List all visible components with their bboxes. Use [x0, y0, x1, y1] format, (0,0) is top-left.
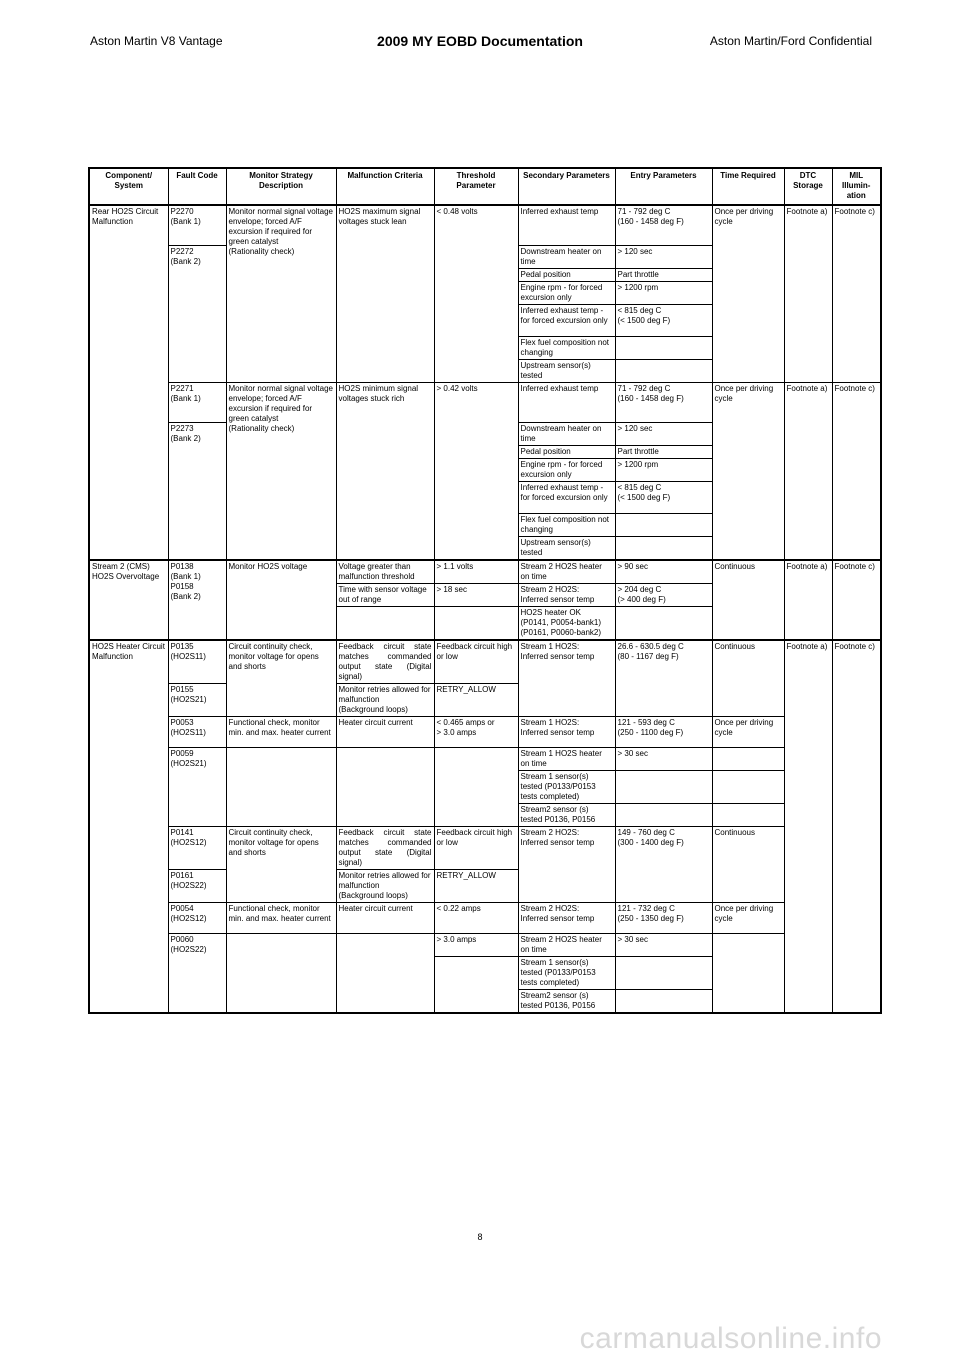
entry-cell: < 815 deg C (< 1500 deg F) — [615, 481, 712, 513]
fault-code-cell: P0141 (HO2S12) — [168, 826, 226, 869]
col-header-mil: MIL Illumin- ation — [832, 168, 881, 205]
entry-cell — [615, 513, 712, 536]
time-cell: Continuous — [712, 640, 784, 717]
secondary-cell: Stream2 sensor (s) tested P0136, P0156 — [518, 803, 615, 826]
table-row — [89, 640, 881, 684]
time-cell: Continuous — [712, 560, 784, 640]
secondary-cell: Pedal position — [518, 268, 615, 281]
table-row — [89, 716, 881, 747]
fault-code-cell: P0135 (HO2S11) — [168, 640, 226, 684]
secondary-cell: Stream 1 sensor(s) tested (P0133/P0153 tests completed) — [518, 770, 615, 803]
fault-code-cell: P0155 (HO2S21) — [168, 683, 226, 716]
time-cell — [712, 933, 784, 1013]
fault-code-cell: P2272 (Bank 2) — [168, 245, 226, 382]
time-cell: Once per driving cycle — [712, 902, 784, 933]
fault-code-cell: P2270 (Bank 1) — [168, 205, 226, 245]
table-row — [89, 382, 881, 422]
col-header-fault-code: Fault Code — [168, 168, 226, 205]
secondary-cell: HO2S heater OK (P0141, P0054-bank1) (P0161, P0060-bank2) — [518, 606, 615, 640]
secondary-cell: Upstream sensor(s) tested — [518, 359, 615, 382]
threshold-cell: < 0.48 volts — [434, 205, 518, 382]
strategy-cell: Circuit continuity check, monitor voltage for opens and shorts — [226, 826, 336, 902]
entry-cell: 71 - 792 deg C (160 - 1458 deg F) — [615, 382, 712, 422]
col-header-time: Time Required — [712, 168, 784, 205]
threshold-cell: < 0.465 amps or > 3.0 amps — [434, 716, 518, 747]
entry-cell: > 30 sec — [615, 933, 712, 956]
time-cell — [712, 747, 784, 770]
secondary-cell: Stream 1 HO2S: Inferred sensor temp — [518, 640, 615, 717]
mil-cell: Footnote c) — [832, 640, 881, 1013]
criteria-cell — [336, 606, 434, 640]
col-header-entry: Entry Parameters — [615, 168, 712, 205]
strategy-cell: Functional check, monitor min. and max. heater current — [226, 716, 336, 747]
threshold-cell — [434, 606, 518, 640]
col-header-component: Component/ System — [89, 168, 168, 205]
table-row — [89, 826, 881, 869]
table-row — [89, 902, 881, 933]
time-cell: Once per driving cycle — [712, 716, 784, 747]
secondary-cell: Stream 2 HO2S: Inferred sensor temp — [518, 902, 615, 933]
entry-cell: > 120 sec — [615, 422, 712, 445]
secondary-cell: Flex fuel composition not changing — [518, 513, 615, 536]
secondary-cell: Downstream heater on time — [518, 422, 615, 445]
col-header-criteria: Malfunction Criteria — [336, 168, 434, 205]
entry-cell: > 1200 rpm — [615, 458, 712, 481]
col-header-secondary: Secondary Parameters — [518, 168, 615, 205]
secondary-cell: Inferred exhaust temp - for forced excursion only — [518, 304, 615, 336]
fault-code-cell: P2273 (Bank 2) — [168, 422, 226, 560]
entry-cell: > 1200 rpm — [615, 281, 712, 304]
table-row — [89, 747, 881, 770]
entry-cell — [615, 803, 712, 826]
threshold-cell: > 18 sec — [434, 583, 518, 606]
table-row — [89, 560, 881, 584]
criteria-cell: Heater circuit current — [336, 716, 434, 747]
secondary-cell: Engine rpm - for forced excursion only — [518, 281, 615, 304]
criteria-cell: Monitor retries allowed for malfunction (Background loops) — [336, 683, 434, 716]
criteria-cell: Monitor retries allowed for malfunction (Background loops) — [336, 869, 434, 902]
threshold-cell — [434, 956, 518, 1013]
entry-cell: 71 - 792 deg C (160 - 1458 deg F) — [615, 205, 712, 245]
time-cell: Once per driving cycle — [712, 205, 784, 382]
entry-cell: 121 - 732 deg C (250 - 1350 deg F) — [615, 902, 712, 933]
component-cell: Rear HO2S Circuit Malfunction — [89, 205, 168, 560]
criteria-cell: Feedback circuit state matches commanded output state (Digital signal) — [336, 640, 434, 684]
entry-cell — [615, 989, 712, 1013]
threshold-cell: Feedback circuit high or low — [434, 640, 518, 684]
component-cell: Stream 2 (CMS) HO2S Overvoltage — [89, 560, 168, 640]
col-header-strategy: Monitor Strategy Description — [226, 168, 336, 205]
criteria-cell: Time with sensor voltage out of range — [336, 583, 434, 606]
fault-code-cell: P0053 (HO2S11) — [168, 716, 226, 747]
fault-code-cell: P0060 (HO2S22) — [168, 933, 226, 1013]
page-number: 8 — [477, 1232, 483, 1242]
entry-cell: 121 - 593 deg C (250 - 1100 deg F) — [615, 716, 712, 747]
header-confidential: Aston Martin/Ford Confidential — [709, 34, 872, 48]
secondary-cell: Downstream heater on time — [518, 245, 615, 268]
strategy-cell — [226, 747, 336, 826]
entry-cell: > 204 deg C (> 400 deg F) — [615, 583, 712, 606]
table-header-row — [89, 168, 881, 205]
strategy-cell: Monitor HO2S voltage — [226, 560, 336, 640]
time-cell: Once per driving cycle — [712, 382, 784, 560]
secondary-cell: Inferred exhaust temp — [518, 205, 615, 245]
eobd-monitor-table — [88, 167, 882, 1014]
fault-code-cell: P0059 (HO2S21) — [168, 747, 226, 826]
dtc-cell: Footnote a) — [784, 382, 832, 560]
table-row — [89, 205, 881, 245]
col-header-dtc: DTC Storage — [784, 168, 832, 205]
entry-cell — [615, 606, 712, 640]
time-cell — [712, 803, 784, 826]
col-header-threshold: Threshold Parameter — [434, 168, 518, 205]
threshold-cell: > 3.0 amps — [434, 933, 518, 956]
header-vehicle: Aston Martin V8 Vantage — [90, 34, 223, 48]
secondary-cell: Stream 1 HO2S: Inferred sensor temp — [518, 716, 615, 747]
secondary-cell: Upstream sensor(s) tested — [518, 536, 615, 560]
criteria-cell: Feedback circuit state matches commanded output state (Digital signal) — [336, 826, 434, 869]
component-cell: HO2S Heater Circuit Malfunction — [89, 640, 168, 1013]
secondary-cell: Stream 2 HO2S heater on time — [518, 560, 615, 584]
entry-cell: Part throttle — [615, 268, 712, 281]
secondary-cell: Inferred exhaust temp — [518, 382, 615, 422]
entry-cell: Part throttle — [615, 445, 712, 458]
entry-cell — [615, 336, 712, 359]
entry-cell: < 815 deg C (< 1500 deg F) — [615, 304, 712, 336]
criteria-cell — [336, 747, 434, 826]
criteria-cell: Voltage greater than malfunction threshold — [336, 560, 434, 584]
criteria-cell: HO2S maximum signal voltages stuck lean — [336, 205, 434, 382]
mil-cell: Footnote c) — [832, 205, 881, 382]
fault-code-cell: P0161 (HO2S22) — [168, 869, 226, 902]
secondary-cell: Flex fuel composition not changing — [518, 336, 615, 359]
entry-cell: 149 - 760 deg C (300 - 1400 deg F) — [615, 826, 712, 902]
secondary-cell: Stream 1 sensor(s) tested (P0133/P0153 tests completed) — [518, 956, 615, 989]
entry-cell: > 90 sec — [615, 560, 712, 584]
secondary-cell: Stream 1 HO2S heater on time — [518, 747, 615, 770]
entry-cell — [615, 536, 712, 560]
threshold-cell: RETRY_ALLOW — [434, 683, 518, 716]
threshold-cell: Feedback circuit high or low — [434, 826, 518, 869]
threshold-cell — [434, 747, 518, 826]
strategy-cell: Functional check, monitor min. and max. heater current — [226, 902, 336, 933]
mil-cell: Footnote c) — [832, 560, 881, 640]
criteria-cell: Heater circuit current — [336, 902, 434, 933]
entry-cell: 26.6 - 630.5 deg C (80 - 1167 deg F) — [615, 640, 712, 717]
dtc-cell: Footnote a) — [784, 640, 832, 1013]
secondary-cell: Stream 2 HO2S: Inferred sensor temp — [518, 583, 615, 606]
secondary-cell: Stream 2 HO2S: Inferred sensor temp — [518, 826, 615, 902]
strategy-cell — [226, 933, 336, 1013]
secondary-cell: Stream2 sensor (s) tested P0136, P0156 — [518, 989, 615, 1013]
fault-code-cell: P0138 (Bank 1) P0158 (Bank 2) — [168, 560, 226, 640]
time-cell: Continuous — [712, 826, 784, 902]
table-row — [89, 933, 881, 956]
strategy-cell: Monitor normal signal voltage envelope; forced A/F excursion if required for green catalyst (Rationality check) — [226, 205, 336, 382]
secondary-cell: Pedal position — [518, 445, 615, 458]
threshold-cell: > 1.1 volts — [434, 560, 518, 584]
document-title: 2009 MY EOBD Documentation — [377, 33, 583, 49]
mil-cell: Footnote c) — [832, 382, 881, 560]
threshold-cell: > 0.42 volts — [434, 382, 518, 560]
dtc-cell: Footnote a) — [784, 560, 832, 640]
entry-cell — [615, 359, 712, 382]
dtc-cell: Footnote a) — [784, 205, 832, 382]
secondary-cell: Engine rpm - for forced excursion only — [518, 458, 615, 481]
fault-code-cell: P0054 (HO2S12) — [168, 902, 226, 933]
threshold-cell: < 0.22 amps — [434, 902, 518, 933]
secondary-cell: Stream 2 HO2S heater on time — [518, 933, 615, 956]
entry-cell: > 120 sec — [615, 245, 712, 268]
criteria-cell — [336, 933, 434, 1013]
entry-cell: > 30 sec — [615, 747, 712, 770]
watermark: carmanualsonline.info — [579, 1322, 882, 1355]
entry-cell — [615, 770, 712, 803]
threshold-cell: RETRY_ALLOW — [434, 869, 518, 902]
entry-cell — [615, 956, 712, 989]
fault-code-cell: P2271 (Bank 1) — [168, 382, 226, 422]
criteria-cell: HO2S minimum signal voltages stuck rich — [336, 382, 434, 560]
strategy-cell: Monitor normal signal voltage envelope; forced A/F excursion if required for green catalyst (Rationality check) — [226, 382, 336, 560]
time-cell — [712, 770, 784, 803]
strategy-cell: Circuit continuity check, monitor voltage for opens and shorts — [226, 640, 336, 717]
secondary-cell: Inferred exhaust temp - for forced excursion only — [518, 481, 615, 513]
